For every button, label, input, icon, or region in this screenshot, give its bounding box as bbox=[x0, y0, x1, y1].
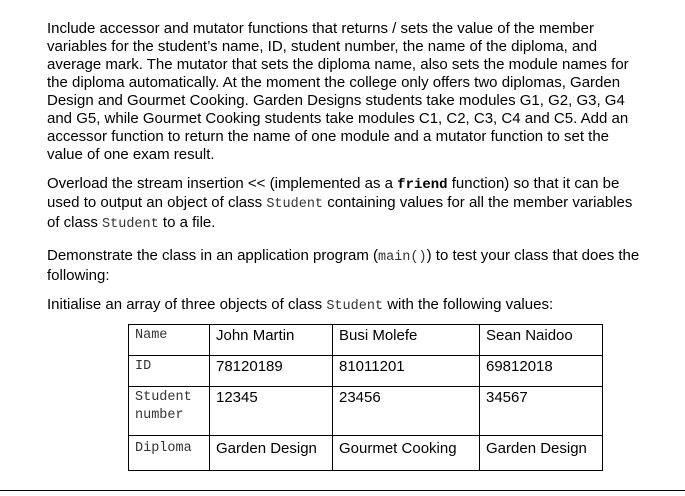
p3-text-b: ) to test your class that does the following: bbox=[47, 247, 640, 284]
p2-text-b: function) so that it can be used to output an object of class bbox=[47, 175, 620, 211]
table-row-id bbox=[129, 356, 603, 387]
row-header: ID bbox=[129, 356, 210, 387]
table-row-student-number bbox=[129, 387, 603, 436]
p2-text-d: to a file. bbox=[158, 214, 216, 231]
table-cell: 34567 bbox=[480, 387, 603, 436]
table-cell: Garden Design bbox=[210, 436, 333, 471]
paragraph-initialise bbox=[47, 296, 645, 316]
table-row-diploma bbox=[129, 436, 603, 471]
class-name-student-2: Student bbox=[102, 217, 159, 232]
bottom-divider bbox=[0, 490, 685, 491]
p2-text-a: Overload the stream insertion << (implemented as a bbox=[47, 175, 398, 192]
table-cell: Garden Design bbox=[480, 436, 603, 471]
main-function: main() bbox=[378, 250, 427, 265]
class-name-student: Student bbox=[266, 197, 324, 212]
table-cell: Busi Molefe bbox=[333, 325, 480, 356]
table-row-name bbox=[129, 325, 603, 356]
table-cell: 12345 bbox=[210, 387, 333, 436]
paragraph-stream-insertion bbox=[47, 175, 645, 234]
student-values-table bbox=[128, 324, 603, 471]
p2-text-c: containing values for all the member variables of class bbox=[47, 194, 633, 231]
paragraph-accessors: Include accessor and mutator functions that returns / sets the value of the member variables for the student’s name, ID, student number, the name of the diploma, and average mark. The mutator that sets the diploma name, also sets the module names for the diploma automatically. At the moment the college only offers two diplomas, Garden Design and Gourmet Cooking. Garden Designs students take modules G1, G2, G3, G4 and G5, while Gourmet Cooking students take modules C1, C2, C3, C4 and C5. Add an accessor function to return the name of one module and a mutator function to set the value of one exam result. bbox=[47, 20, 629, 163]
p4-text-a: Initialise an array of three objects of class bbox=[47, 296, 327, 313]
table-cell: 69812018 bbox=[480, 356, 603, 387]
table-cell: Sean Naidoo bbox=[480, 325, 603, 356]
table-cell: John Martin bbox=[210, 325, 333, 356]
row-header: Diploma bbox=[129, 436, 210, 471]
row-header: Name bbox=[129, 325, 210, 356]
p4-text-b: with the following values: bbox=[383, 296, 554, 313]
class-name-student-3: Student bbox=[326, 299, 384, 314]
table-cell: 81011201 bbox=[333, 356, 480, 387]
row-header: Student number bbox=[129, 387, 210, 436]
friend-keyword: friend bbox=[397, 177, 448, 193]
table-cell: Gourmet Cooking bbox=[333, 436, 480, 471]
table-cell: 78120189 bbox=[210, 356, 333, 387]
table-cell: 23456 bbox=[333, 387, 480, 436]
p3-text-a: Demonstrate the class in an application program ( bbox=[47, 247, 378, 264]
paragraph-demonstrate bbox=[47, 247, 645, 285]
